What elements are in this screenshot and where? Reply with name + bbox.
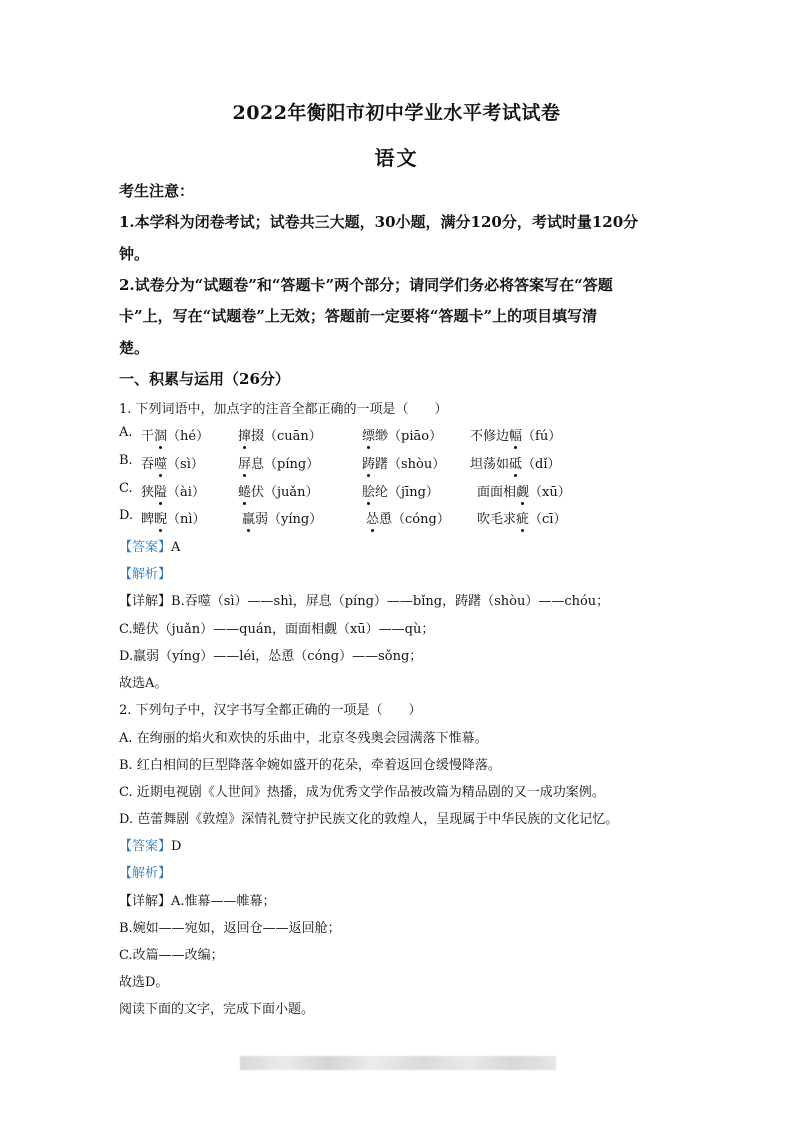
option-word: 踌躇（shòu） (362, 453, 445, 472)
answer-value: D (171, 839, 182, 854)
option-word: 面面相觑（xū） (477, 481, 571, 500)
blurred-footer-watermark (240, 1056, 556, 1070)
option-word: 蜷伏（juǎn） (238, 481, 319, 500)
option-label: A. (119, 425, 133, 440)
notice-item-2-end: 楚。 (119, 339, 150, 357)
question-2-option-b: B. 红白相间的巨型降落伞婉如盛开的花朵，牵着返回仓缓慢降落。 (119, 758, 501, 773)
section-heading: 一、积累与运用（26分） (119, 370, 290, 388)
option-label: B. (119, 453, 133, 468)
question-1-analysis-tag: 【解析】 (119, 567, 172, 582)
option-word: 不修边幅（fú） (470, 425, 561, 444)
detail-text: B.吞噬（sì）——shì，屏息（píng）——bǐng，踌躇（shòu）——chóu； (171, 594, 610, 609)
question-1-conclusion: 故选A。 (119, 676, 168, 691)
option-word: 吞噬（sì） (141, 453, 204, 472)
option-word: 缥缈（piāo） (362, 425, 442, 444)
exam-title: 2022年衡阳市初中学业水平考试试卷 (232, 102, 561, 124)
question-2-analysis-tag: 【解析】 (119, 866, 172, 881)
question-2-option-a: A. 在绚丽的焰火和欢快的乐曲中，北京冬残奥会园满落下惟幕。 (119, 731, 488, 746)
notice-item-1-cont: 钟。 (119, 245, 150, 263)
option-word: 撺掇（cuān） (238, 425, 322, 444)
subject-heading: 语文 (374, 146, 419, 170)
answer-tag: 【答案】 (119, 839, 172, 854)
notice-item-1: 1.本学科为闭卷考试；试卷共三大题，30小题，满分120分，考试时量120分 (119, 213, 639, 231)
detail-text: A.惟幕——帷幕； (171, 894, 276, 909)
question-1-detail-3: D.羸弱（yíng）——léi，怂恿（cóng）——sǒng； (119, 649, 423, 664)
question-1-stem: 1. 下列词语中，加点字的注音全都正确的一项是（ ） (119, 402, 448, 417)
question-2-stem: 2. 下列句子中，汉字书写全都正确的一项是（ ） (119, 703, 422, 718)
detail-tag: 【详解】 (119, 894, 172, 909)
question-2-option-d: D. 芭蕾舞剧《敦煌》深情礼赞守护民族文化的敦煌人，呈现属于中华民族的文化记忆。 (119, 812, 619, 827)
option-word: 狭隘（ài） (141, 481, 205, 500)
question-1-detail-1 (119, 590, 609, 609)
option-word: 屏息（píng） (238, 453, 319, 472)
question-2-conclusion: 故选D。 (119, 975, 169, 990)
question-2-detail-2: B.婉如——宛如，返回仓——返回舱； (119, 921, 341, 936)
detail-tag: 【详解】 (119, 594, 172, 609)
question-2-detail-3: C.改篇——改编； (119, 948, 224, 963)
option-word: 怂恿（cóng） (366, 508, 450, 527)
question-1-answer (119, 536, 180, 555)
notice-heading: 考生注意： (119, 182, 195, 200)
question-1-option-b (119, 453, 679, 471)
notice-item-2-cont: 卡”上，写在“试题卷”上无效；答题前一定要将“答题卡”上的项目填写清 (119, 307, 598, 325)
answer-tag: 【答案】 (119, 540, 172, 555)
question-1-option-c (119, 481, 679, 499)
option-label: C. (119, 481, 133, 496)
question-1-option-d (119, 508, 679, 526)
question-2-option-c: C. 近期电视剧《人世间》热播，成为优秀文学作品被改篇为精品剧的又一成功案例。 (119, 785, 605, 800)
option-word: 脍纶（jīng） (362, 481, 439, 500)
option-word: 睥睨（nì） (141, 508, 206, 527)
question-2-answer (119, 835, 181, 854)
notice-item-2: 2.试卷分为“试题卷”和“答题卡”两个部分；请同学们务必将答案写在“答题 (119, 276, 613, 294)
option-word: 吹毛求疵（cī） (477, 508, 566, 527)
option-word: 干涸（hé） (141, 425, 209, 444)
option-label: D. (119, 508, 134, 523)
reading-prompt: 阅读下面的文字，完成下面小题。 (119, 1002, 315, 1017)
answer-value: A (171, 540, 181, 555)
option-word: 坦荡如砥（dǐ） (470, 453, 561, 472)
question-1-option-a (119, 425, 679, 443)
question-2-detail-1 (119, 890, 276, 909)
option-word: 羸弱（yíng） (242, 508, 322, 527)
question-1-detail-2: C.蜷伏（juǎn）——quán，面面相觑（xū）——qù； (119, 622, 435, 637)
